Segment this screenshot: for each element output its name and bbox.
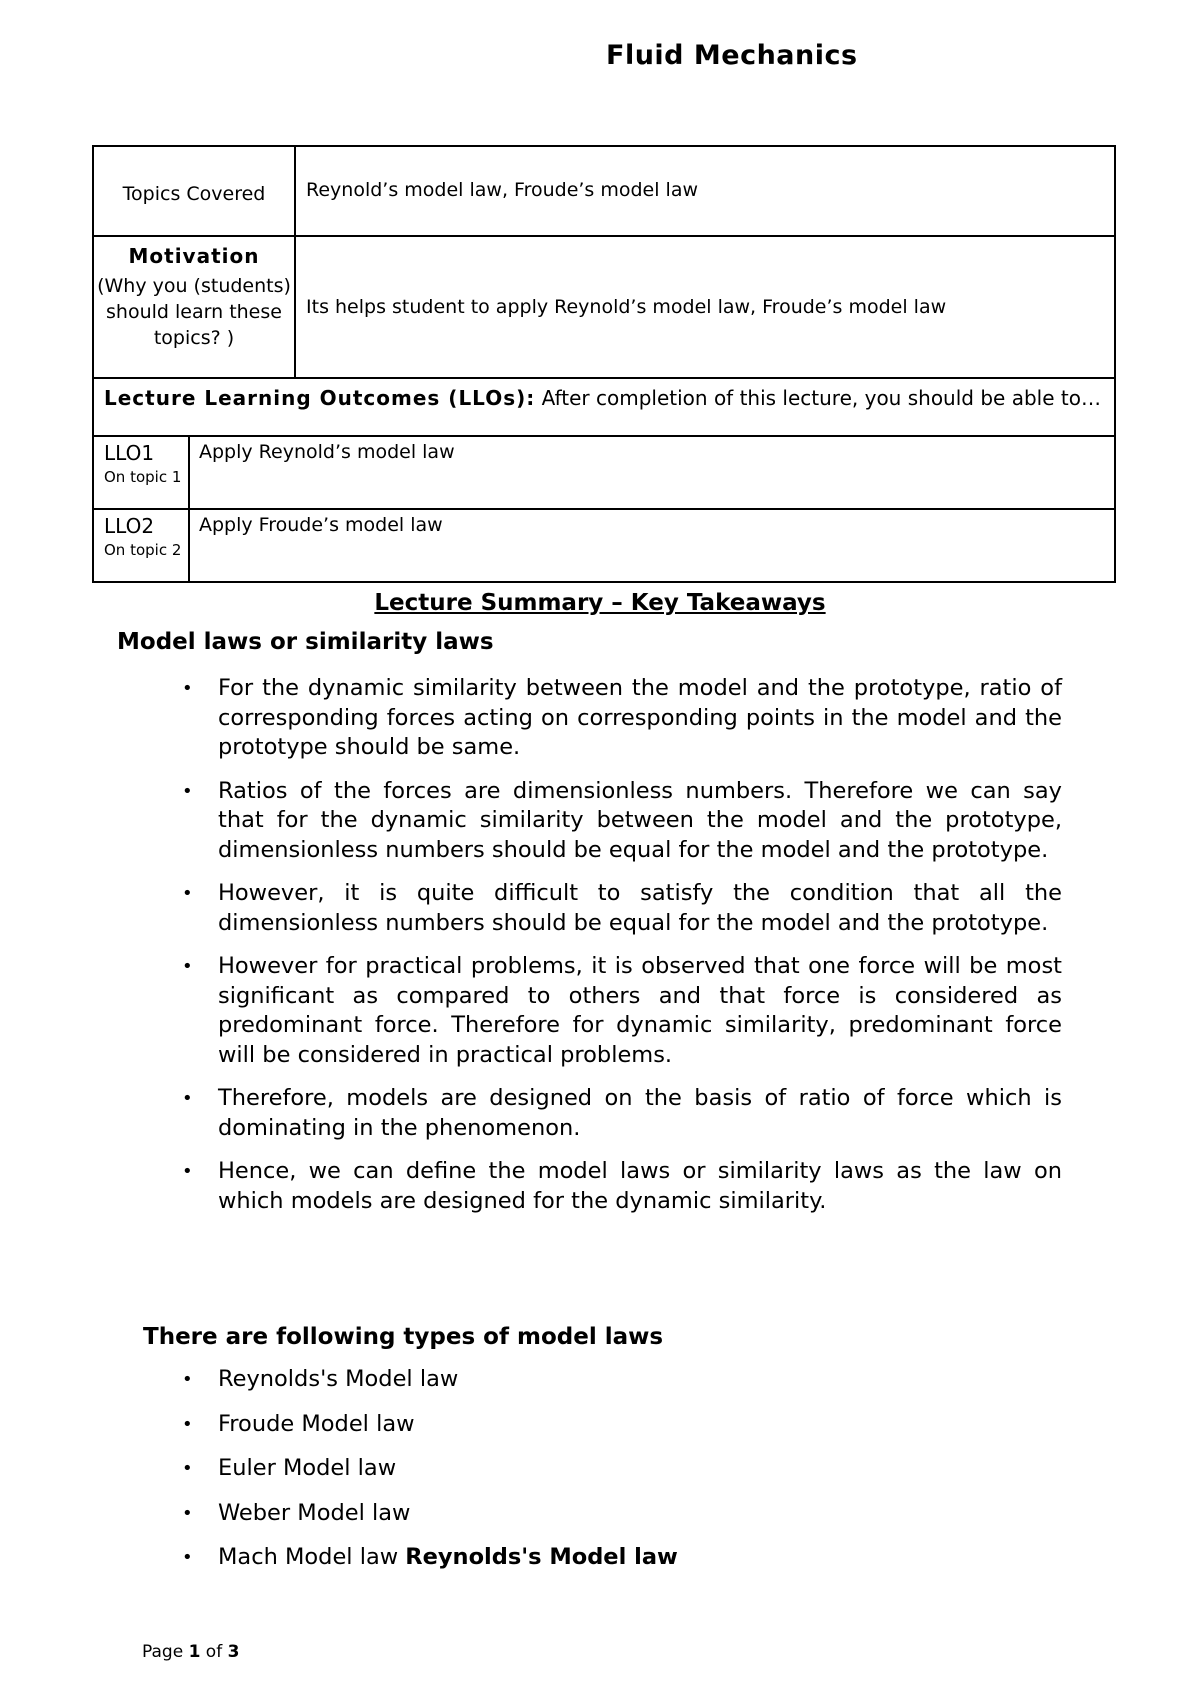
list-item-text: Reynolds's Model law: [218, 1366, 459, 1392]
motivation-value: Its helps student to apply Reynold’s model law, Froude’s model law: [295, 236, 1115, 378]
bullet-icon: •: [182, 1502, 193, 1524]
list-item: [182, 1543, 1062, 1573]
section-heading-types: There are following types of model laws: [143, 1324, 664, 1350]
page-of: of: [200, 1642, 228, 1662]
topics-label: Topics Covered: [93, 146, 295, 236]
topics-value: Reynold’s model law, Froude’s model law: [295, 146, 1115, 236]
list-item-text: However for practical problems, it is observed that one force will be most significant as compared to others and that force is considered as predominant force. Therefore for dynamic similarity, predominant force will be considered in practical problems.: [218, 953, 1062, 1068]
list-item-text: Froude Model law: [218, 1410, 415, 1437]
list-item-text: However, it is quite difficult to satisfy the condition that all the dimensionless numbers should be equal for the model and the prototype.: [218, 880, 1062, 936]
bullet-icon: •: [182, 780, 193, 802]
list-item-text: Weber Model law: [218, 1499, 411, 1526]
llo-topic: On topic 1: [104, 468, 182, 486]
list-item: [182, 1499, 1062, 1529]
page-total: 3: [227, 1642, 240, 1662]
bullet-icon: •: [182, 956, 193, 977]
llo-heading-text: After completion of this lecture, you should be able to…: [535, 386, 1101, 410]
llo-id-cell: [93, 509, 189, 582]
list-item: [182, 1454, 1062, 1484]
bullet-icon: •: [182, 1458, 193, 1479]
topics-row: [93, 146, 1115, 236]
motivation-row: [93, 236, 1115, 378]
bullet-icon: •: [182, 1369, 193, 1390]
llo-text: Apply Reynold’s model law: [189, 436, 1115, 509]
motivation-label: Motivation: [128, 244, 260, 268]
llo-id: LLO2: [104, 514, 155, 538]
model-laws-list: [182, 674, 1062, 1230]
motivation-cell: [93, 236, 295, 378]
lecture-info-table: [92, 145, 1116, 583]
list-item-text: Hence, we can define the model laws or similarity laws as the law on which models are designed for the dynamic similarity.: [218, 1158, 1062, 1214]
list-item-text: For the dynamic similarity between the model and the prototype, ratio of corresponding forces acting on corresponding points in the model and the prototype should be same.: [218, 675, 1062, 760]
list-item: [182, 1157, 1062, 1216]
bullet-icon: •: [182, 1161, 193, 1182]
page-number: 1: [188, 1642, 201, 1662]
list-item: [182, 674, 1062, 763]
page-prefix: Page: [142, 1642, 189, 1662]
list-item-text: Ratios of the forces are dimensionless numbers. Therefore we can say that for the dynamic similarity between the model and the prototype, dimensionless numbers should be equal for the model and the prototype.: [218, 777, 1062, 863]
bullet-icon: •: [182, 883, 193, 904]
llo-id-cell: [93, 436, 189, 509]
model-law-types-list: [182, 1365, 1062, 1588]
llo-row: [93, 436, 1115, 509]
section-heading-model-laws: Model laws or similarity laws: [117, 629, 494, 655]
list-item: [182, 1410, 1062, 1440]
summary-title: Lecture Summary – Key Takeaways: [374, 590, 826, 616]
document-title: Fluid Mechanics: [606, 40, 858, 71]
bullet-icon: •: [182, 678, 193, 699]
list-item: [182, 777, 1062, 866]
list-item: [182, 879, 1062, 938]
list-item: [182, 1365, 1062, 1395]
motivation-sublabel: (Why you (students) should learn these topics? ): [97, 275, 291, 349]
llo-row: [93, 509, 1115, 582]
list-item: [182, 1084, 1062, 1143]
llo-id: LLO1: [104, 441, 155, 465]
list-item-text: Euler Model law: [218, 1455, 397, 1481]
llo-text: Apply Froude’s model law: [189, 509, 1115, 582]
bullet-icon: •: [182, 1413, 193, 1435]
bullet-icon: •: [182, 1088, 193, 1109]
page-footer: [142, 1642, 239, 1662]
list-item-text: Therefore, models are designed on the basis of ratio of force which is dominating in the phenomenon.: [218, 1085, 1062, 1141]
list-item-text: Mach Model law: [218, 1544, 406, 1570]
bullet-icon: •: [182, 1547, 193, 1568]
reynolds-model-law-heading: Reynolds's Model law: [405, 1544, 678, 1570]
llo-topic: On topic 2: [104, 541, 182, 559]
llo-heading-row: [93, 378, 1115, 436]
list-item: [182, 952, 1062, 1070]
llo-heading: [93, 378, 1115, 436]
llo-heading-bold: Lecture Learning Outcomes (LLOs):: [104, 386, 536, 410]
